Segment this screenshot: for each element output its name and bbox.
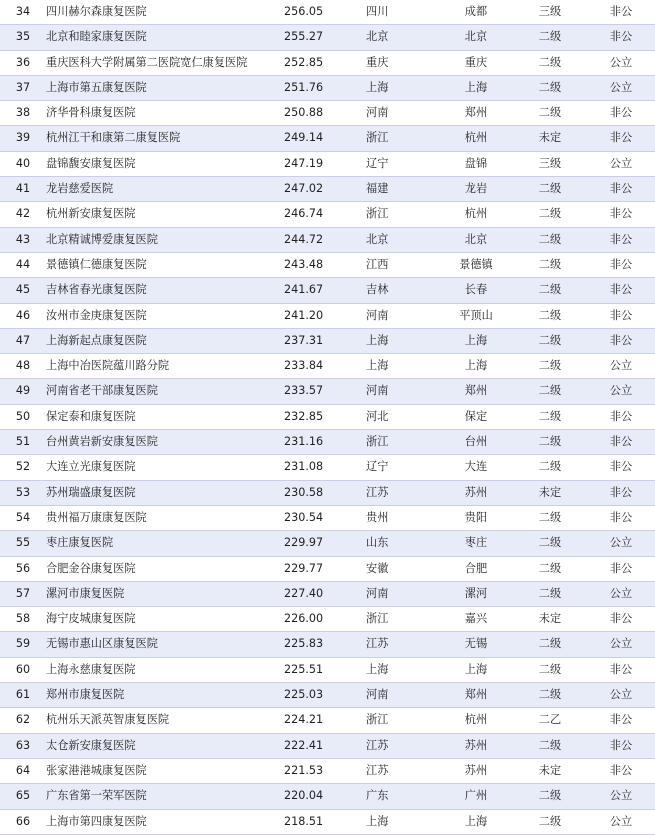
score-cell: 229.97 — [284, 531, 366, 556]
hospital-name-cell: 苏州瑞盛康复医院 — [46, 480, 284, 505]
table-row — [0, 784, 655, 809]
ownership-type-cell: 公立 — [587, 75, 655, 100]
ownership-type-cell: 非公 — [587, 101, 655, 126]
ownership-type-cell: 非公 — [587, 430, 655, 455]
hospital-name-cell: 太仓新安康复医院 — [46, 733, 284, 758]
ownership-type-cell: 公立 — [587, 581, 655, 606]
province-cell: 河南 — [366, 379, 439, 404]
city-cell: 成都 — [439, 0, 513, 25]
rank-cell: 43 — [0, 227, 46, 252]
ownership-type-cell: 非公 — [587, 202, 655, 227]
score-cell: 233.84 — [284, 354, 366, 379]
rank-cell: 61 — [0, 683, 46, 708]
score-cell: 218.51 — [284, 809, 366, 834]
level-cell: 二级 — [513, 581, 587, 606]
level-cell: 二级 — [513, 455, 587, 480]
city-cell: 贵阳 — [439, 505, 513, 530]
province-cell: 江苏 — [366, 758, 439, 783]
hospital-name-cell: 北京和睦家康复医院 — [46, 25, 284, 50]
province-cell: 浙江 — [366, 202, 439, 227]
level-cell: 三级 — [513, 0, 587, 25]
ownership-type-cell: 非公 — [587, 177, 655, 202]
province-cell: 辽宁 — [366, 151, 439, 176]
rank-cell: 65 — [0, 784, 46, 809]
ownership-type-cell: 非公 — [587, 404, 655, 429]
ownership-type-cell: 非公 — [587, 126, 655, 151]
rank-cell: 53 — [0, 480, 46, 505]
city-cell: 无锡 — [439, 632, 513, 657]
hospital-name-cell: 汝州市金庚康复医院 — [46, 303, 284, 328]
table-row — [0, 581, 655, 606]
hospital-name-cell: 上海市第四康复医院 — [46, 809, 284, 834]
score-cell: 233.57 — [284, 379, 366, 404]
province-cell: 河南 — [366, 101, 439, 126]
table-row — [0, 151, 655, 176]
rank-cell: 60 — [0, 657, 46, 682]
ownership-type-cell: 公立 — [587, 531, 655, 556]
ownership-type-cell: 非公 — [587, 505, 655, 530]
hospital-name-cell: 保定泰和康复医院 — [46, 404, 284, 429]
city-cell: 合肥 — [439, 556, 513, 581]
level-cell: 二级 — [513, 101, 587, 126]
level-cell: 二级 — [513, 531, 587, 556]
city-cell: 上海 — [439, 75, 513, 100]
hospital-name-cell: 景德镇仁德康复医院 — [46, 252, 284, 277]
city-cell: 盘锦 — [439, 151, 513, 176]
table-row — [0, 50, 655, 75]
table-row — [0, 101, 655, 126]
city-cell: 大连 — [439, 455, 513, 480]
ownership-type-cell: 公立 — [587, 809, 655, 834]
hospital-name-cell: 重庆医科大学附属第二医院宽仁康复医院 — [46, 50, 284, 75]
level-cell: 二级 — [513, 404, 587, 429]
rank-cell: 49 — [0, 379, 46, 404]
table-row — [0, 455, 655, 480]
hospital-name-cell: 上海市第五康复医院 — [46, 75, 284, 100]
hospital-name-cell: 杭州乐天派英智康复医院 — [46, 708, 284, 733]
hospital-name-cell: 枣庄康复医院 — [46, 531, 284, 556]
score-cell: 244.72 — [284, 227, 366, 252]
city-cell: 龙岩 — [439, 177, 513, 202]
city-cell: 广州 — [439, 784, 513, 809]
hospital-name-cell: 上海永慈康复医院 — [46, 657, 284, 682]
score-cell: 225.03 — [284, 683, 366, 708]
city-cell: 苏州 — [439, 758, 513, 783]
ownership-type-cell: 非公 — [587, 657, 655, 682]
table-row — [0, 531, 655, 556]
table-row — [0, 303, 655, 328]
table-row — [0, 733, 655, 758]
score-cell: 225.51 — [284, 657, 366, 682]
table-row — [0, 177, 655, 202]
city-cell: 郑州 — [439, 379, 513, 404]
rank-cell: 56 — [0, 556, 46, 581]
table-row — [0, 809, 655, 834]
hospital-name-cell: 北京精诚博爱康复医院 — [46, 227, 284, 252]
hospital-name-cell: 上海中冶医院蕴川路分院 — [46, 354, 284, 379]
table-row — [0, 480, 655, 505]
ownership-type-cell: 非公 — [587, 25, 655, 50]
rank-cell: 59 — [0, 632, 46, 657]
rank-cell: 36 — [0, 50, 46, 75]
table-row — [0, 556, 655, 581]
level-cell: 未定 — [513, 126, 587, 151]
hospital-name-cell: 河南省老干部康复医院 — [46, 379, 284, 404]
rank-cell: 48 — [0, 354, 46, 379]
table-row — [0, 404, 655, 429]
rank-cell: 42 — [0, 202, 46, 227]
level-cell: 二级 — [513, 303, 587, 328]
rank-cell: 45 — [0, 278, 46, 303]
ownership-type-cell: 非公 — [587, 455, 655, 480]
level-cell: 二级 — [513, 379, 587, 404]
ownership-type-cell: 公立 — [587, 50, 655, 75]
hospital-name-cell: 海宁皮城康复医院 — [46, 607, 284, 632]
score-cell: 229.77 — [284, 556, 366, 581]
rank-cell: 34 — [0, 0, 46, 25]
ownership-type-cell: 公立 — [587, 354, 655, 379]
city-cell: 北京 — [439, 227, 513, 252]
province-cell: 上海 — [366, 75, 439, 100]
score-cell: 241.20 — [284, 303, 366, 328]
score-cell: 251.76 — [284, 75, 366, 100]
table-row — [0, 758, 655, 783]
city-cell: 郑州 — [439, 101, 513, 126]
level-cell: 二级 — [513, 202, 587, 227]
score-cell: 227.40 — [284, 581, 366, 606]
province-cell: 辽宁 — [366, 455, 439, 480]
table-row — [0, 227, 655, 252]
rank-cell: 66 — [0, 809, 46, 834]
table-row — [0, 632, 655, 657]
table-row — [0, 328, 655, 353]
score-cell: 225.83 — [284, 632, 366, 657]
province-cell: 吉林 — [366, 278, 439, 303]
table-row — [0, 379, 655, 404]
level-cell: 二级 — [513, 657, 587, 682]
table-row — [0, 126, 655, 151]
rank-cell: 54 — [0, 505, 46, 530]
hospital-name-cell: 合肥金谷康复医院 — [46, 556, 284, 581]
hospital-name-cell: 台州黄岩新安康复医院 — [46, 430, 284, 455]
rank-cell: 47 — [0, 328, 46, 353]
city-cell: 上海 — [439, 328, 513, 353]
rank-cell: 50 — [0, 404, 46, 429]
rank-cell: 58 — [0, 607, 46, 632]
score-cell: 232.85 — [284, 404, 366, 429]
table-row — [0, 75, 655, 100]
province-cell: 北京 — [366, 25, 439, 50]
province-cell: 广东 — [366, 784, 439, 809]
hospital-name-cell: 杭州新安康复医院 — [46, 202, 284, 227]
province-cell: 上海 — [366, 657, 439, 682]
rank-cell: 57 — [0, 581, 46, 606]
score-cell: 221.53 — [284, 758, 366, 783]
city-cell: 苏州 — [439, 733, 513, 758]
hospital-name-cell: 盘锦馥安康复医院 — [46, 151, 284, 176]
rank-cell: 35 — [0, 25, 46, 50]
level-cell: 二级 — [513, 50, 587, 75]
hospital-name-cell: 无锡市惠山区康复医院 — [46, 632, 284, 657]
rank-cell: 63 — [0, 733, 46, 758]
hospital-name-cell: 贵州福万康康复医院 — [46, 505, 284, 530]
level-cell: 二级 — [513, 733, 587, 758]
province-cell: 贵州 — [366, 505, 439, 530]
table-row — [0, 252, 655, 277]
hospital-name-cell: 张家港港城康复医院 — [46, 758, 284, 783]
level-cell: 二级 — [513, 177, 587, 202]
province-cell: 浙江 — [366, 126, 439, 151]
ownership-type-cell: 公立 — [587, 784, 655, 809]
province-cell: 河南 — [366, 581, 439, 606]
hospital-name-cell: 吉林省春光康复医院 — [46, 278, 284, 303]
rank-cell: 41 — [0, 177, 46, 202]
ownership-type-cell: 非公 — [587, 733, 655, 758]
score-cell: 256.05 — [284, 0, 366, 25]
score-cell: 230.58 — [284, 480, 366, 505]
ownership-type-cell: 公立 — [587, 151, 655, 176]
score-cell: 220.04 — [284, 784, 366, 809]
level-cell: 三级 — [513, 151, 587, 176]
score-cell: 250.88 — [284, 101, 366, 126]
city-cell: 上海 — [439, 354, 513, 379]
city-cell: 杭州 — [439, 708, 513, 733]
table-row — [0, 0, 655, 25]
level-cell: 二级 — [513, 354, 587, 379]
city-cell: 台州 — [439, 430, 513, 455]
score-cell: 252.85 — [284, 50, 366, 75]
city-cell: 杭州 — [439, 126, 513, 151]
city-cell: 嘉兴 — [439, 607, 513, 632]
province-cell: 福建 — [366, 177, 439, 202]
table-row — [0, 657, 655, 682]
hospital-name-cell: 龙岩慈爱医院 — [46, 177, 284, 202]
rank-cell: 38 — [0, 101, 46, 126]
score-cell: 237.31 — [284, 328, 366, 353]
level-cell: 二级 — [513, 278, 587, 303]
level-cell: 未定 — [513, 480, 587, 505]
province-cell: 浙江 — [366, 430, 439, 455]
province-cell: 河南 — [366, 683, 439, 708]
level-cell: 二级 — [513, 683, 587, 708]
ownership-type-cell: 非公 — [587, 227, 655, 252]
ownership-type-cell: 非公 — [587, 0, 655, 25]
city-cell: 重庆 — [439, 50, 513, 75]
level-cell: 二级 — [513, 809, 587, 834]
score-cell: 249.14 — [284, 126, 366, 151]
ownership-type-cell: 非公 — [587, 758, 655, 783]
rank-cell: 37 — [0, 75, 46, 100]
province-cell: 北京 — [366, 227, 439, 252]
level-cell: 二级 — [513, 75, 587, 100]
province-cell: 江苏 — [366, 733, 439, 758]
score-cell: 231.16 — [284, 430, 366, 455]
province-cell: 上海 — [366, 809, 439, 834]
table-row — [0, 683, 655, 708]
table-row — [0, 354, 655, 379]
score-cell: 246.74 — [284, 202, 366, 227]
rank-cell: 39 — [0, 126, 46, 151]
rank-cell: 62 — [0, 708, 46, 733]
city-cell: 长春 — [439, 278, 513, 303]
ownership-type-cell: 非公 — [587, 708, 655, 733]
score-cell: 224.21 — [284, 708, 366, 733]
province-cell: 河北 — [366, 404, 439, 429]
level-cell: 二级 — [513, 252, 587, 277]
hospital-name-cell: 济华骨科康复医院 — [46, 101, 284, 126]
hospital-name-cell: 漯河市康复医院 — [46, 581, 284, 606]
score-cell: 247.02 — [284, 177, 366, 202]
province-cell: 上海 — [366, 354, 439, 379]
score-cell: 231.08 — [284, 455, 366, 480]
rank-cell: 40 — [0, 151, 46, 176]
hospital-name-cell: 广东省第一荣军医院 — [46, 784, 284, 809]
ownership-type-cell: 公立 — [587, 379, 655, 404]
ownership-type-cell: 非公 — [587, 252, 655, 277]
score-cell: 222.41 — [284, 733, 366, 758]
level-cell: 二级 — [513, 556, 587, 581]
city-cell: 郑州 — [439, 683, 513, 708]
score-cell: 230.54 — [284, 505, 366, 530]
score-cell: 247.19 — [284, 151, 366, 176]
level-cell: 二级 — [513, 328, 587, 353]
score-cell: 255.27 — [284, 25, 366, 50]
city-cell: 平顶山 — [439, 303, 513, 328]
score-cell: 226.00 — [284, 607, 366, 632]
province-cell: 上海 — [366, 328, 439, 353]
ownership-type-cell: 非公 — [587, 556, 655, 581]
level-cell: 二乙 — [513, 708, 587, 733]
rank-cell: 55 — [0, 531, 46, 556]
city-cell: 北京 — [439, 25, 513, 50]
rank-cell: 44 — [0, 252, 46, 277]
table-row — [0, 505, 655, 530]
hospital-name-cell: 郑州市康复医院 — [46, 683, 284, 708]
level-cell: 未定 — [513, 758, 587, 783]
ownership-type-cell: 非公 — [587, 328, 655, 353]
table-row — [0, 25, 655, 50]
table-row — [0, 202, 655, 227]
city-cell: 苏州 — [439, 480, 513, 505]
province-cell: 四川 — [366, 0, 439, 25]
rank-cell: 52 — [0, 455, 46, 480]
province-cell: 重庆 — [366, 50, 439, 75]
level-cell: 二级 — [513, 505, 587, 530]
city-cell: 景德镇 — [439, 252, 513, 277]
city-cell: 漯河 — [439, 581, 513, 606]
ownership-type-cell: 非公 — [587, 278, 655, 303]
score-cell: 243.48 — [284, 252, 366, 277]
table-row — [0, 607, 655, 632]
table-row — [0, 278, 655, 303]
province-cell: 江苏 — [366, 480, 439, 505]
score-cell: 241.67 — [284, 278, 366, 303]
province-cell: 江西 — [366, 252, 439, 277]
ownership-type-cell: 非公 — [587, 607, 655, 632]
ownership-type-cell: 公立 — [587, 683, 655, 708]
ownership-type-cell: 非公 — [587, 303, 655, 328]
city-cell: 枣庄 — [439, 531, 513, 556]
rank-cell: 46 — [0, 303, 46, 328]
table-row — [0, 708, 655, 733]
province-cell: 安徽 — [366, 556, 439, 581]
level-cell: 二级 — [513, 25, 587, 50]
hospital-name-cell: 大连立光康复医院 — [46, 455, 284, 480]
level-cell: 二级 — [513, 632, 587, 657]
city-cell: 上海 — [439, 657, 513, 682]
province-cell: 山东 — [366, 531, 439, 556]
city-cell: 保定 — [439, 404, 513, 429]
level-cell: 二级 — [513, 430, 587, 455]
level-cell: 二级 — [513, 227, 587, 252]
ownership-type-cell: 非公 — [587, 480, 655, 505]
rank-cell: 64 — [0, 758, 46, 783]
hospital-name-cell: 上海新起点康复医院 — [46, 328, 284, 353]
province-cell: 河南 — [366, 303, 439, 328]
ownership-type-cell: 公立 — [587, 632, 655, 657]
province-cell: 浙江 — [366, 708, 439, 733]
table-row — [0, 430, 655, 455]
rank-cell: 51 — [0, 430, 46, 455]
province-cell: 浙江 — [366, 607, 439, 632]
city-cell: 上海 — [439, 809, 513, 834]
city-cell: 杭州 — [439, 202, 513, 227]
hospital-name-cell: 杭州江干和康第二康复医院 — [46, 126, 284, 151]
province-cell: 江苏 — [366, 632, 439, 657]
hospital-name-cell: 四川赫尔森康复医院 — [46, 0, 284, 25]
level-cell: 二级 — [513, 784, 587, 809]
level-cell: 未定 — [513, 607, 587, 632]
